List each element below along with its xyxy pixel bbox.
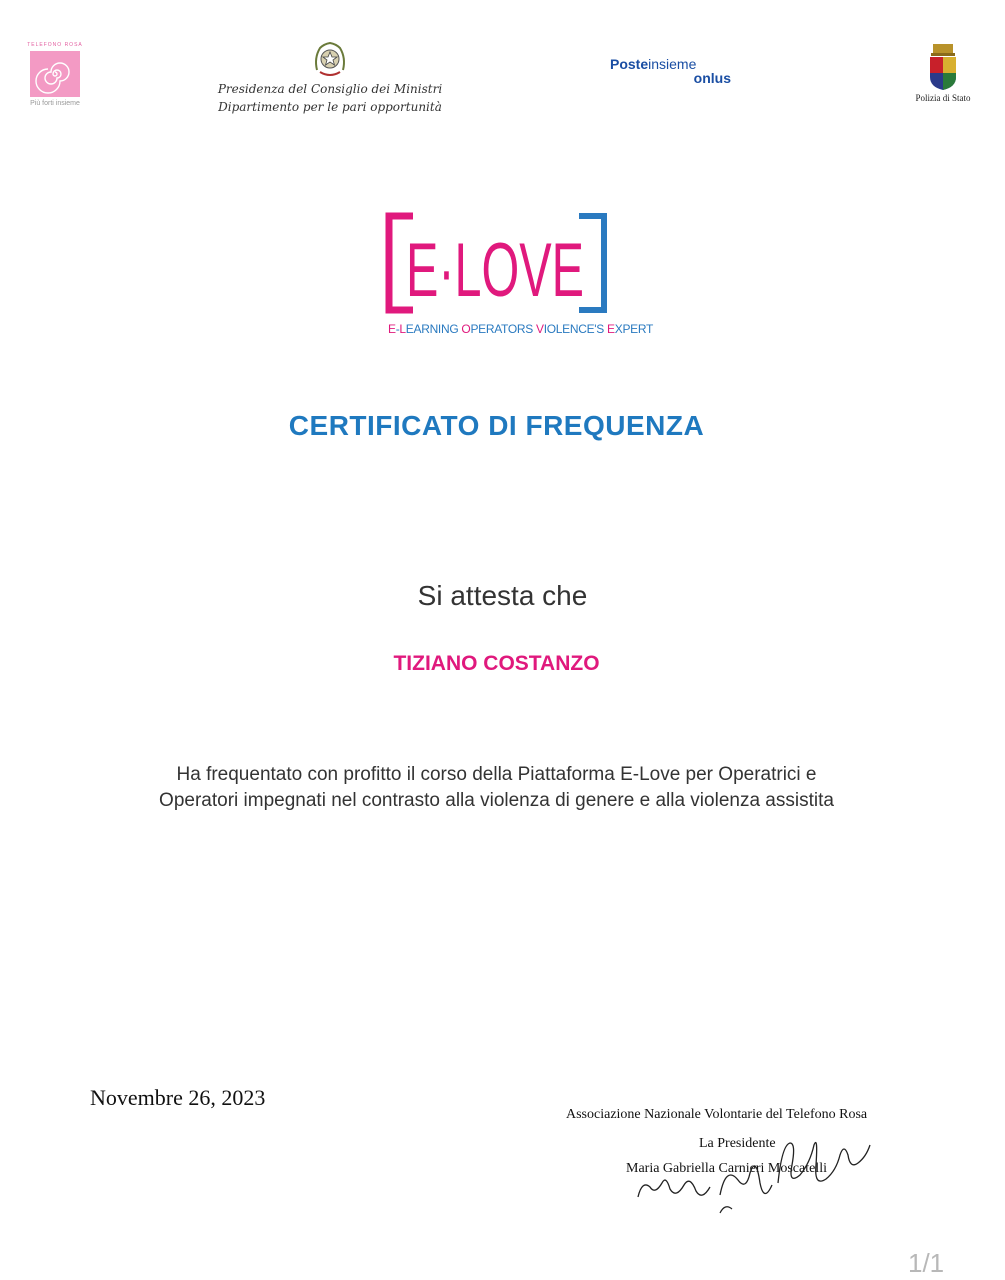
- elove-sub-l: L: [399, 322, 406, 336]
- poste-brand-bold: Poste: [610, 56, 649, 72]
- certificate-body: [40, 762, 953, 814]
- elove-sub-earning: EARNING: [405, 322, 462, 336]
- government-line-1: Presidenza del Consiglio dei Ministri: [217, 82, 443, 96]
- polizia-label: Polizia di Stato: [915, 93, 971, 103]
- certificate-body-line-2: Operatori impegnati nel contrasto alla violenza di genere e alla violenza assistita: [159, 790, 834, 811]
- poste-brand-rest: insieme: [648, 56, 697, 72]
- handwritten-signature: [600, 1125, 890, 1210]
- certificate-body-line-1: Ha frequentato con profitto il corso della Piattaforma E-Love per Operatrici e: [176, 764, 817, 785]
- government-logo: [205, 40, 455, 116]
- president-name: Maria Gabriella Carnieri Moscatelli: [626, 1161, 827, 1176]
- italian-emblem-icon: [312, 40, 348, 80]
- spiral-icon: [30, 51, 80, 97]
- elove-sub-iolences: IOLENCE'S: [543, 322, 608, 336]
- elove-sub-o: O: [461, 322, 471, 336]
- government-line-2: Dipartimento per le pari opportunità: [218, 100, 442, 114]
- page-indicator: 1/1: [908, 1248, 945, 1278]
- president-role: La Presidente: [699, 1136, 776, 1151]
- telefono-rosa-logo: [22, 42, 88, 107]
- police-crest-icon: [925, 42, 961, 92]
- elove-sub-e1: E: [388, 322, 396, 336]
- telefono-rosa-top-text: TELEFONO ROSA: [27, 42, 83, 48]
- polizia-logo: [908, 42, 978, 103]
- telefono-rosa-tagline: Più forti insieme: [30, 100, 80, 107]
- recipient-name: TIZIANO COSTANZO: [393, 652, 600, 675]
- elove-sub-perators: PERATORS: [470, 322, 536, 336]
- elove-sub-dash: -: [395, 322, 400, 336]
- elove-sub-v: V: [536, 322, 544, 336]
- elove-subtitle: [388, 322, 654, 336]
- certificate-date: Novembre 26, 2023: [90, 1085, 266, 1110]
- attestation-heading: Si attesta che: [417, 580, 588, 611]
- association-name: Associazione Nazionale Volontarie del Telefono Rosa: [566, 1107, 868, 1122]
- elove-sub-xpert: XPERT: [614, 322, 654, 336]
- posteinsieme-onlus: onlus: [693, 70, 731, 86]
- posteinsieme-logo: [610, 56, 735, 86]
- elove-sub-e2: E: [607, 322, 615, 336]
- certificate-title: CERTIFICATO DI FREQUENZA: [288, 410, 705, 441]
- elove-logo: [383, 210, 613, 340]
- elove-logo-text: E·LOVE: [406, 228, 584, 313]
